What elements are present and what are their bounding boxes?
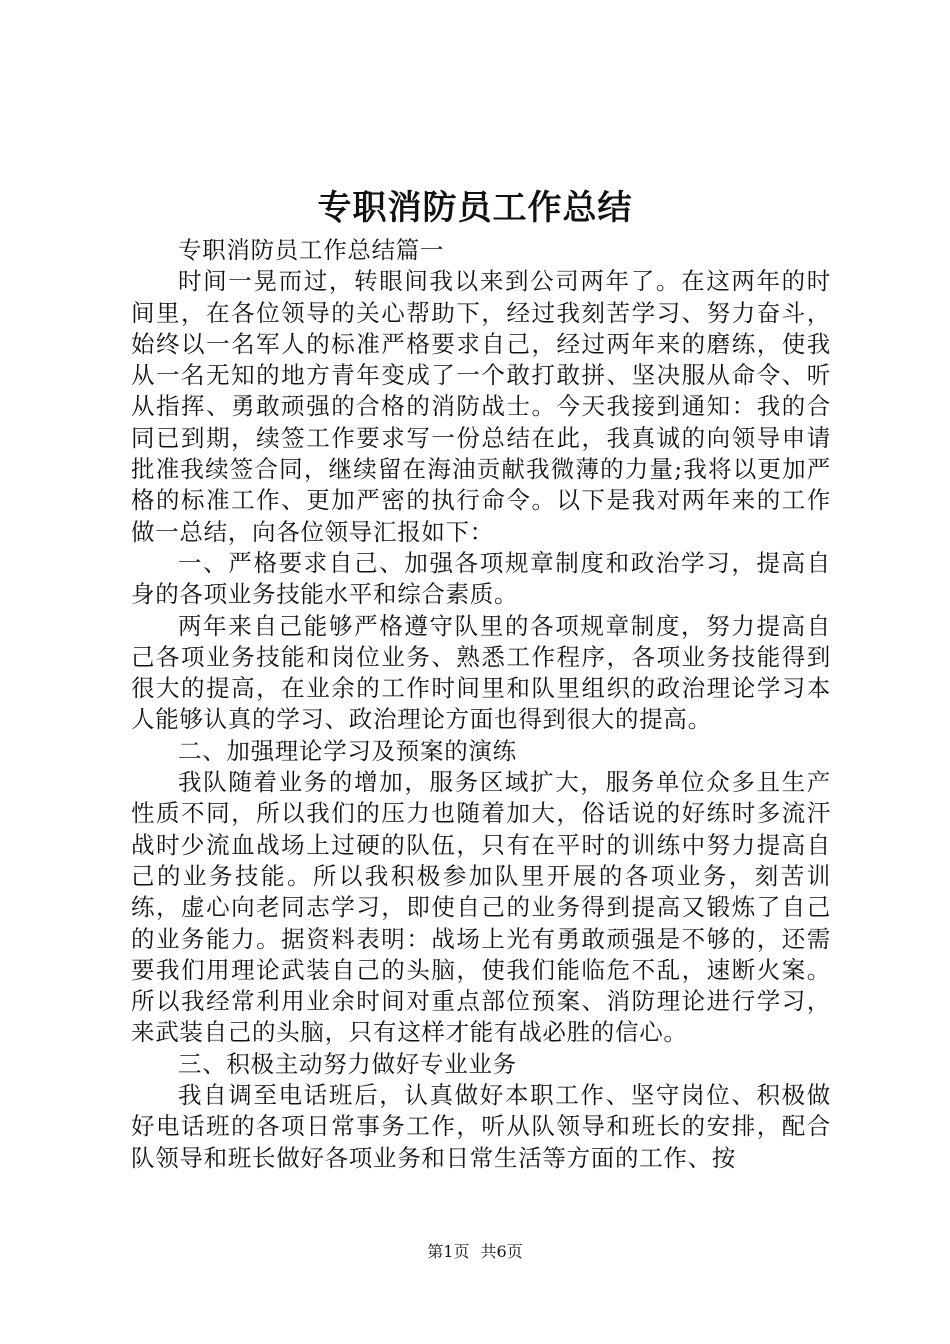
- page-footer: [0, 1240, 950, 1264]
- body-paragraph: 两年来自己能够严格遵守队里的各项规章制度，努力提高自己各项业务技能和岗位业务、熟悉工作程序，各项业务技能得到很大的提高，在业余的工作时间里和队里组织的政治理论学习本人能够认真的学习、政治理论方面也得到很大的提高。: [131, 611, 831, 734]
- document-title: 专职消防员工作总结: [317, 188, 633, 228]
- section-heading: 一、严格要求自己、加强各项规章制度和政治学习，提高自身的各项业务技能水平和综合素质。: [131, 548, 831, 609]
- page-number: 第1页: [427, 1242, 470, 1261]
- body-paragraph: 我队随着业务的增加，服务区域扩大，服务单位众多且生产性质不同，所以我们的压力也随着加大，俗话说的好练时多流汗战时少流血战场上过硬的队伍，只有在平时的训练中努力提高自己的业务技能。所以我积极参加队里开展的各项业务，刻苦训练，虚心向老同志学习，即使自己的业务得到提高又锻炼了自己的业务能力。据资料表明：战场上光有勇敢顽强是不够的，还需要我们用理论武装自己的头脑，使我们能临危不乱，速断火案。所以我经常利用业余时间对重点部位预案、消防理论进行学习，来武装自己的头脑，只有这样才能有战必胜的信心。: [131, 768, 831, 1047]
- section-heading: 二、加强理论学习及预案的演练: [178, 736, 517, 765]
- section-heading: 专职消防员工作总结篇一: [178, 236, 445, 264]
- document-body: [131, 235, 831, 1174]
- section-heading: 三、积极主动努力做好专业业务: [178, 1049, 517, 1078]
- body-paragraph: 我自调至电话班后，认真做好本职工作、坚守岗位、积极做好电话班的各项日常事务工作，听从队领导和班长的安排，配合队领导和班长做好各项业务和日常生活等方面的工作、按: [131, 1081, 831, 1172]
- page-total: 共6页: [480, 1242, 523, 1261]
- body-paragraph: 时间一晃而过，转眼间我以来到公司两年了。在这两年的时间里，在各位领导的关心帮助下，经过我刻苦学习、努力奋斗，始终以一名军人的标准严格要求自己，经过两年来的磨练，使我从一名无知的地方青年变成了一个敢打敢拼、坚决服从命令、听从指挥、勇敢顽强的合格的消防战士。今天我接到通知：我的合同已到期，续签工作要求写一份总结在此，我真诚的向领导申请批准我续签合同，继续留在海油贡献我微薄的力量;我将以更加严格的标准工作、更加严密的执行命令。以下是我对两年来的工作做一总结，向各位领导汇报如下：: [131, 267, 831, 546]
